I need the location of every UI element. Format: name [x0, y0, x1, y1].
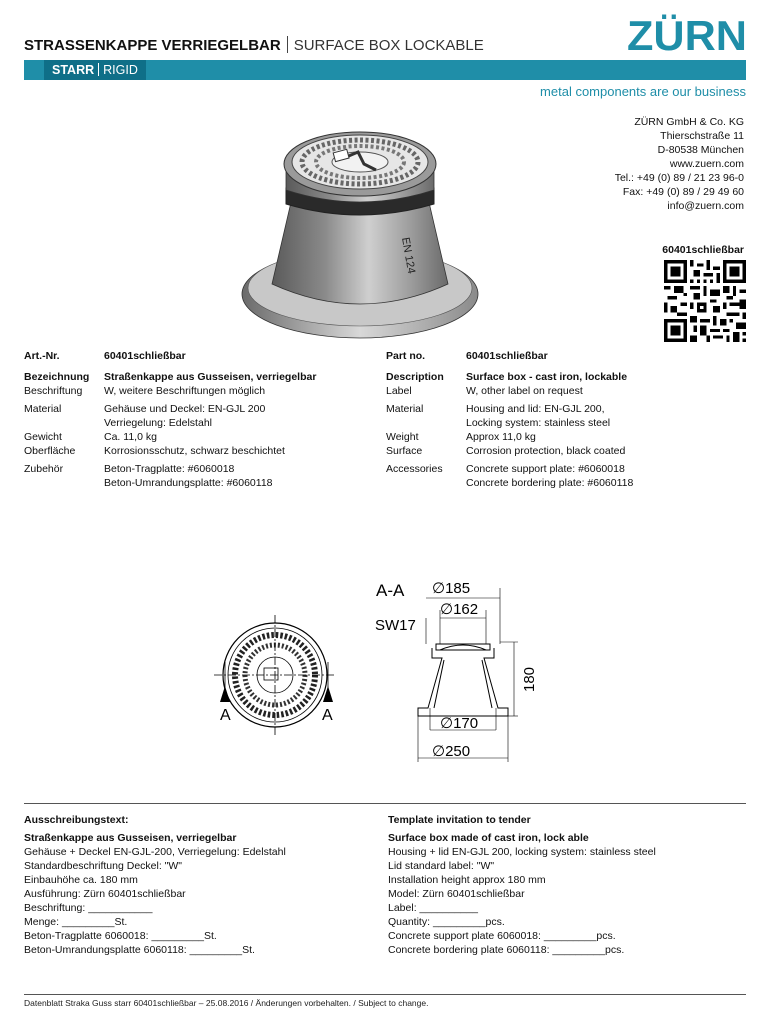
tender-line: Beton-Umrandungsplatte 6060118: _________St. [24, 944, 255, 956]
spec-label: Part no. [386, 350, 426, 362]
category-tag [44, 60, 146, 80]
tag-separator [98, 63, 99, 76]
spec-label: Weight [386, 431, 419, 443]
spec-value: Corrosion protection, black coated [466, 445, 626, 457]
tender-line: Label: __________ [388, 902, 478, 914]
dimension-d170: ∅170 [440, 715, 479, 732]
spec-value: Beton-Umrandungsplatte: #6060118 [104, 477, 273, 489]
section-marker-left: A [220, 707, 231, 724]
spec-label: Gewicht [24, 431, 62, 443]
spec-english [386, 349, 633, 490]
qr-code[interactable] [664, 260, 746, 342]
spec-label: Bezeichnung [24, 371, 90, 383]
spec-value: W, other label on request [466, 385, 583, 397]
website-link[interactable]: www.zuern.com [669, 158, 744, 170]
spec-german [24, 349, 316, 490]
tender-english [388, 813, 656, 957]
tender-heading: Ausschreibungstext: [24, 814, 129, 826]
phone-line: Tel.: +49 (0) 89 / 21 23 96-0 [614, 172, 744, 184]
spec-value: Ca. 11,0 kg [104, 431, 157, 443]
spec-value: Korrosionsschutz, schwarz beschichtet [104, 445, 285, 457]
spec-label: Accessories [386, 463, 443, 475]
qr-label: 60401schließbar [662, 244, 744, 256]
spec-value: Locking system: stainless steel [466, 417, 611, 429]
tender-line: Lid standard label: "W" [388, 860, 495, 872]
tender-line: Concrete bordering plate 6060118: _________pcs. [388, 944, 625, 956]
section-marker-right: A [322, 707, 333, 724]
zurn-logo [626, 14, 748, 54]
wrench-size: SW17 [375, 617, 416, 634]
company-address [615, 115, 744, 213]
spec-label: Zubehör [24, 463, 64, 475]
address-line: ZÜRN GmbH & Co. KG [634, 116, 744, 128]
footer-text: Datenblatt Straka Guss starr 60401schließbar – 25.08.2016 / Änderungen vorbehalten. / Subject to change. [24, 998, 429, 1008]
spec-label: Description [386, 371, 444, 383]
spec-value: Housing and lid: EN-GJL 200, [466, 403, 605, 415]
spec-value: Beton-Tragplatte: #6060018 [104, 463, 235, 475]
tender-line: Beton-Tragplatte 6060018: _________St. [24, 930, 217, 942]
spec-value: Concrete bordering plate: #6060118 [466, 477, 634, 489]
dimension-d185: ∅185 [432, 580, 471, 597]
tender-line: Ausführung: Zürn 60401schließbar [24, 888, 186, 900]
dimension-h180: 180 [521, 666, 538, 692]
tender-line: Beschriftung: ___________ [24, 902, 153, 914]
technical-drawing [200, 570, 540, 780]
product-image [240, 98, 480, 343]
fax-line: Fax: +49 (0) 89 / 29 49 60 [622, 186, 744, 198]
tagline: metal components are our business [540, 84, 746, 99]
address-line: Thierschstraße 11 [660, 130, 744, 142]
spec-value: 60401schließbar [104, 350, 186, 362]
tender-line: Gehäuse + Deckel EN-GJL-200, Verriegelung: Edelstahl [24, 846, 286, 858]
tag-german: STARR [52, 63, 95, 77]
tender-line: Einbauhöhe ca. 180 mm [24, 874, 138, 886]
spec-value: W, weitere Beschriftungen möglich [104, 385, 266, 397]
spec-value: 60401schließbar [466, 350, 548, 362]
footer-divider [24, 994, 746, 995]
tender-german [24, 813, 286, 957]
brand-wordmark: ZÜRN [627, 14, 747, 54]
spec-label: Material [386, 403, 424, 415]
tender-line: Menge: _________St. [24, 916, 128, 928]
tender-title: Straßenkappe aus Gusseisen, verriegelbar [24, 832, 237, 844]
title-separator [287, 36, 288, 53]
spec-label: Oberfläche [24, 445, 76, 457]
dimension-d250: ∅250 [432, 743, 471, 760]
tender-heading: Template invitation to tender [388, 814, 531, 826]
tender-line: Model: Zürn 60401schließbar [388, 888, 525, 900]
section-divider [24, 803, 746, 804]
spec-value: Straßenkappe aus Gusseisen, verriegelbar [104, 371, 317, 383]
tender-line: Concrete support plate 6060018: _________pcs. [388, 930, 616, 942]
title-german: STRASSENKAPPE VERRIEGELBAR [24, 37, 281, 54]
page-title [24, 36, 484, 54]
section-label: A-A [376, 581, 405, 600]
dimension-d162: ∅162 [440, 601, 479, 618]
spec-value: Verriegelung: Edelstahl [104, 417, 212, 429]
spec-label: Label [386, 385, 412, 397]
spec-label: Art.-Nr. [24, 350, 60, 362]
spec-value: Approx 11,0 kg [466, 431, 536, 443]
tender-line: Standardbeschriftung Deckel: "W" [24, 860, 183, 872]
tender-line: Installation height approx 180 mm [388, 874, 546, 886]
tender-title: Surface box made of cast iron, lock able [388, 832, 589, 844]
product-marking: EN 124 [399, 236, 418, 275]
tender-line: Housing + lid EN-GJL 200, locking system: stainless steel [388, 846, 656, 858]
spec-label: Beschriftung [24, 385, 83, 397]
spec-value: Concrete support plate: #6060018 [466, 463, 625, 475]
address-line: D-80538 München [657, 144, 744, 156]
spec-value: Surface box - cast iron, lockable [466, 371, 628, 383]
tender-line: Quantity: _________pcs. [388, 916, 505, 928]
spec-value: Gehäuse und Deckel: EN-GJL 200 [104, 403, 266, 415]
tag-english: RIGID [103, 63, 138, 77]
spec-label: Material [24, 403, 62, 415]
spec-label: Surface [386, 445, 423, 457]
email-link[interactable]: info@zuern.com [667, 200, 744, 212]
title-english: SURFACE BOX LOCKABLE [293, 37, 484, 54]
